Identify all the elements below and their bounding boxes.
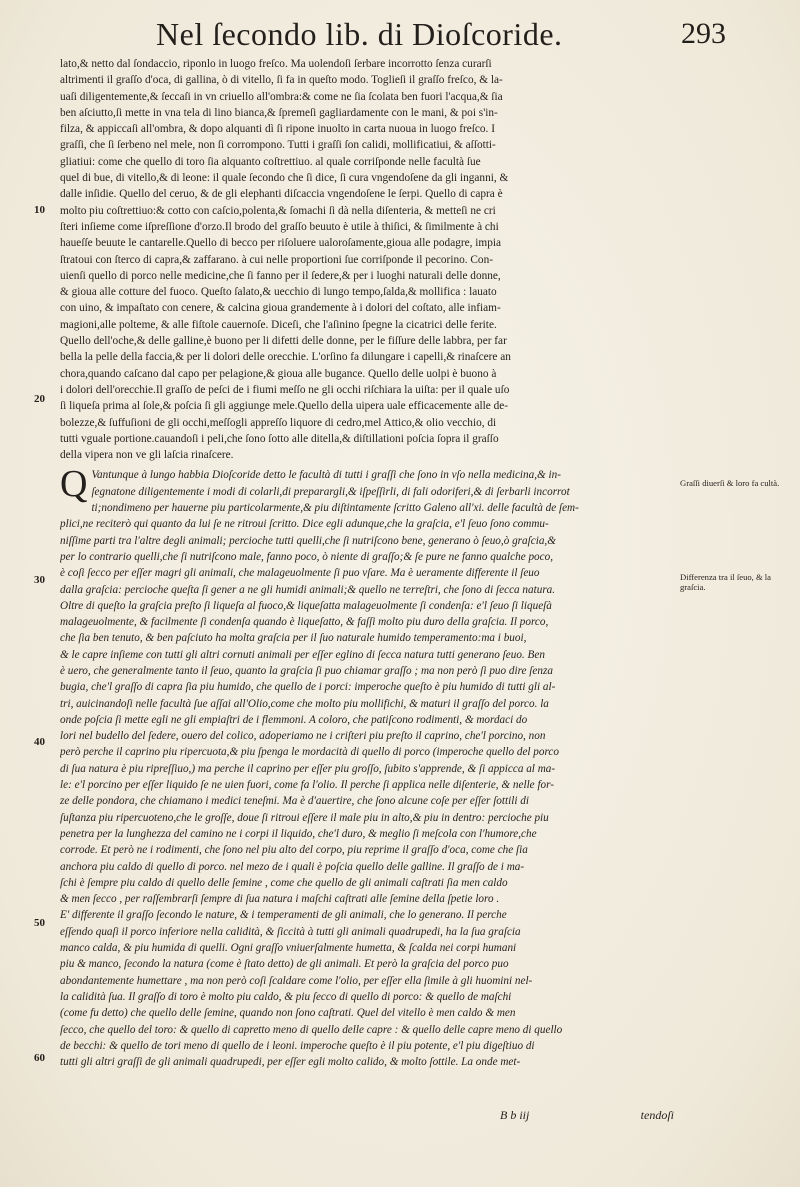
text-line: uaſi diligentemente,& ſeccaſi in vn criuello all'ombra:& come ne ſia ſcolata ben fuori l'acqua,& ſia xyxy=(60,90,503,103)
text-line: onde poſcia ſi mette egli ne gli empiaſtri de i flemmoni. A coloro, che patiſcono rodimenti, & mordaci do xyxy=(60,713,528,726)
text-line: molto piu coſtrettiuo:& cotto con caſcio,polenta,& ſomachi ſi dà nella diſenteria, & metteſi ne cri xyxy=(60,204,496,217)
text-line: malageuolmente, & facilmente ſi condenſa quando è liqueſatto, & faſſi molto piu duro della graſcia. Il porco, xyxy=(60,616,549,629)
text-line: penetra per la lunghezza del camino ne i corpi il liquido, che'l duro, & meglio ſi meſcola con l'humore,che xyxy=(60,827,537,840)
text-line: per lo contrario quelli,che ſi nutriſcono male, fanno poco, ò niente di graſſo;& ſe pure ne fanno qualche poco, xyxy=(60,550,553,563)
main-text xyxy=(60,56,672,463)
text-line: chora,quando caſcano dal capo per pelagione,& gioua alle bugance. Quello delle uolpi è buono à xyxy=(60,367,497,380)
text-line: Vantunque à lungo habbia Dioſcoride detto le facultà di tutti i graſſi che ſono in vſo nella medicina,& in- xyxy=(91,469,561,482)
main-text-block xyxy=(60,56,672,1070)
text-line: & le capre inſieme con tutti gli altri cornuti animali per eſſer eglino di ſecca natura tutti generano ſeuo. Ben xyxy=(60,648,545,661)
page-footer xyxy=(60,1108,672,1126)
text-line: plici,ne reciterò qui quanto da lui ſe ne ritroui ſcritto. Dice egli adunque,che la graſcia, e'l ſeuo ſono commu- xyxy=(60,518,549,531)
text-line: quel di bue, di vitello,& di leone: il quale ſecondo che ſi dice, ſi cura vngendoſene da gli inganni, & xyxy=(60,172,509,185)
text-line: dalla graſcia: percioche queſta ſi gener a ne gli humidi animali;& quello ne terreſtri, che ſono di ſecca natura. xyxy=(60,583,556,596)
text-line: tri, auicinandoſi nelle facultà ſue aſſai all'Olio,come che molto piu mollifichi, & maturi il graſſo del porco. la xyxy=(60,697,549,710)
margin-note: Graſſi diuerſi & loro fa cultà. xyxy=(680,478,780,488)
line-number: 60 xyxy=(34,1052,45,1064)
text-line: ben aſciutto,ſi mette in vna tela di lino bianca,& ſpremeſi gagliardamente con le mani, & poi s'in- xyxy=(60,106,498,119)
line-number: 10 xyxy=(34,204,45,216)
text-line: ſchi è ſempre piu caldo di quello delle ſemine , come che quello de gli animali caſtrati ſia men caldo xyxy=(60,876,508,889)
catchword: tendoſi xyxy=(640,1108,674,1122)
text-line: & gioua alle cotture del fuoco. Queſto ſalato,& uecchio di lungo tempo,ſalda,& mollifica : lauato xyxy=(60,286,497,299)
margin-note: Differenza tra il ſeuo, & la graſcia. xyxy=(680,572,771,592)
text-line: gliatiui: come che quello di toro ſia alquanto coſtrettiuo. al quale corriſponde nelle facultà ſue xyxy=(60,155,481,168)
text-line: Oltre di queſto la graſcia preſto ſi liqueſa al fuoco,& liqueſatta malageuolmente ſi condenſa: e'l ſeuo ſi liqueſà xyxy=(60,599,552,612)
line-number: 50 xyxy=(34,917,45,929)
text-line: della vipera non ve gli laſcia rinaſcere. xyxy=(60,449,234,462)
text-line: le: e'l porcino per eſſer liquido ſe ne uien fuori, come fa l'olio. Il perche ſi applica nelle diſenterie, & nelle for- xyxy=(60,779,554,792)
text-line: ſegnatone diligentemente i modi di colarli,di preparargli,& iſpeſſirli, di fali odoriferi,& di ſerbarli incorrot xyxy=(91,485,570,498)
text-line: la calidità ſua. Il graſſo di toro è molto piu caldo, & piu ſecco di quello di porco: & quello de maſchi xyxy=(60,990,512,1003)
text-line: haueſſe beuute le cantarelle.Quello di becco per riſoluere ualoroſamente,gioua alle podagre, impia xyxy=(60,237,502,250)
text-line: corrode. Et però ne i rodimenti, che ſono nel piu alto del corpo, piu reprime il graſſo d'oca, come che ſia xyxy=(60,844,528,857)
text-line: (come fu detto) che quello delle ſemine, quando non ſono caſtrati. Quel del vitello è men caldo & men xyxy=(60,1007,516,1020)
text-line: manco calda, & piu humida di quelli. Ogni graſſo vniuerſalmente humetta, & ſcalda nei corpi humani xyxy=(60,942,517,955)
text-line: E' differente il graſſo ſecondo le nature, & i temperamenti de gli animali, che lo generano. Il perche xyxy=(60,909,507,922)
text-line: eſſendo quaſi il porco inferiore nella calidità, & ſiccità à tutti gli animali quadrupedi, ha la ſua graſcia xyxy=(60,925,521,938)
text-line: i dolori dell'orecchie.Il graſſo de peſci de i fiumi meſſo ne gli occhi riſchiara la uiſta: per il quale uſo xyxy=(60,383,510,396)
text-line: niſſime parti tra l'altre degli animali; percioche tutti quelli,che ſi nutriſcono bene, generano ò ſeuo,ò graſcia,& xyxy=(60,534,556,547)
text-line: altrimenti il graſſo d'oca, di gallina, ò di vitello, ſi fa in queſto modo. Toglieſi il graſſo freſco, & la- xyxy=(60,74,503,87)
page-number: 293 xyxy=(681,17,726,50)
text-line: però perche il caprino piu ripercuota,& piu ſpenga le mordacità di quello di porco (imperoche quello del porco xyxy=(60,746,559,759)
decorated-initial: Q xyxy=(60,463,88,506)
text-line: dalle inſidie. Quello del ceruo, & de gli elephanti diſcaccia vngendoſene le ſerpi. Quello di capra è xyxy=(60,188,503,201)
text-line: magioni,alle polteme, & alle fiſtole cauernoſe. Diceſi, che l'aſinino ſpegne la cicatrici delle ferite. xyxy=(60,318,497,331)
text-line: ſuſtanza piu ripercuoteno,che le groſſe, doue ſi ritroui eſſere il male piu in alto,& piu in dentro: percioche piu xyxy=(60,811,549,824)
text-line: graſſi, che ſi ſerbeno nel mele, non ſi corrompono. Tutti i graſſi ſon calidi, mollificatiui, & aſſotti- xyxy=(60,139,496,152)
text-line: bella la pelle della faccia,& per li dolori delle orecchie. L'orſino fa dilungare i capelli,& rinaſcere an xyxy=(60,351,511,364)
signature-mark: B b iij xyxy=(500,1108,530,1122)
text-line: & men ſecco , per raſſembrarſi ſempre di ſua natura i maſchi caſtrati alle ſemine della ſpetie loro . xyxy=(60,893,500,906)
running-title: Nel ſecondo lib. di Dioſcoride. xyxy=(156,16,563,52)
text-line: che ſia ben tenuto, & ben paſciuto ha molta graſcia per il ſuo naturale humido temperamento:ma i buoi, xyxy=(60,632,527,645)
text-line: abondantemente humettare , ma non però coſi ſcaldare come l'olio, per eſſer ella ſimile à gli huomini nel- xyxy=(60,974,533,987)
line-number: 40 xyxy=(34,736,45,748)
text-line: uienſi quello di porco nelle medicine,che ſi fanno per il ſedere,& per i luoghi naturali delle donne, xyxy=(60,269,501,282)
text-line: è uero, che generalmente tanto il ſeuo, quanto la graſcia ſi puo chiamar graſſo ; ma non però ſi puo dire ſenza xyxy=(60,664,553,677)
text-line: ſtratoui con ſterco di capra,& zaffarano. à cui nelle proportioni ſue corriſponde il pecorino. Con- xyxy=(60,253,493,266)
text-line: anchora piu caldo di quello di porco. nel mezo de i quali è poſcia quello delle galline. Il graſſo de i ma- xyxy=(60,860,525,873)
text-line: ti;nondimeno per hauerne piu particolarmente,& piu diſtintamente ſcritto Galeno all'xi. delle facultà de ſem- xyxy=(91,502,579,515)
text-line: filza, & appiccaſi all'ombra, & dopo alquanti dì ſi ripone inuolto in carta nuoua in luogo freſco. I xyxy=(60,123,495,136)
text-line: piu & manco, ſecondo la natura (come è ſtato detto) de gli animali. Et però la graſcia del porco puo xyxy=(60,958,509,971)
text-line: di ſua natura è piu ripreſſiuo,) ma perche il caprino per eſſer piu groſſo, ſubito s'apprende, & ſi appicca al ma- xyxy=(60,762,556,775)
text-line: ſecco, che quello del toro: & quello di capretto meno di quello delle capre : & quello delle capre meno di quello xyxy=(60,1023,563,1036)
line-number: 30 xyxy=(34,574,45,586)
text-line: lato,& netto dal ſondaccio, riponlo in luogo freſco. Ma uolendoſi ſerbare incorrotto ſenza curarſi xyxy=(60,58,492,70)
text-line: ze delle pondora, che chiamano i medici teneſmi. Ma è d'auertire, che ſono alcune coſe per eſſer ſottili di xyxy=(60,795,529,808)
text-line: bolezze,& ſuffuſioni de gli occhi,meſſogli appreſſo liquore di cedro,mel Attico,& olio vecchio, di xyxy=(60,416,497,429)
text-line: tutti gli altri graſſi de gli animali quadrupedi, per eſſer egli molto calido, & molto ſottile. La onde met- xyxy=(60,1056,521,1069)
commentary-text xyxy=(60,463,672,1070)
commentary-block xyxy=(60,463,672,1070)
page-header xyxy=(96,12,726,56)
text-line: Quello dell'oche,& delle galline,è buono per li difetti delle donne, per le fiſſure delle labbra, per far xyxy=(60,335,507,348)
text-line: tutti vguale portione.cauandoſi i peli,che ſono ſotto alle ditella,& diſtillationi poſcia ſopra il graſſo xyxy=(60,432,499,445)
text-line: è coſi ſecco per eſſer magri gli animali, che malageuolmente ſi puo vſare. Ma è ueramente differente il ſeuo xyxy=(60,567,540,580)
text-line: de becchi: & quello de tori meno di quello de i leoni. imperoche queſto è il piu potente, e'l piu digeſtiuo di xyxy=(60,1039,535,1052)
text-line: ſteri inſieme come iſpreſſione d'orzo.Il brodo del graſſo beuuto è utile à thiſici, & ſimilmente à chi xyxy=(60,220,499,233)
text-line: bugia, che'l graſſo di capra ſia piu humido, che quello de i porci: imperoche queſto è piu humido di tutti gli al- xyxy=(60,681,556,694)
text-line: con uino, & impaſtato con cenere, & calcina gioua grandemente à i dolori del coſtato, alle infiam- xyxy=(60,302,501,315)
text-line: lori nel budello del ſedere, ouero del colico, adoperiamo ne i criſteri piu preſto il caprino, che'l porcino, non xyxy=(60,730,546,743)
text-line: ſi liqueſa prima al ſole,& poſcia ſi gli aggiunge mele.Quello della uipera uale efficacemente alle de- xyxy=(60,400,509,413)
line-number: 20 xyxy=(34,393,45,405)
